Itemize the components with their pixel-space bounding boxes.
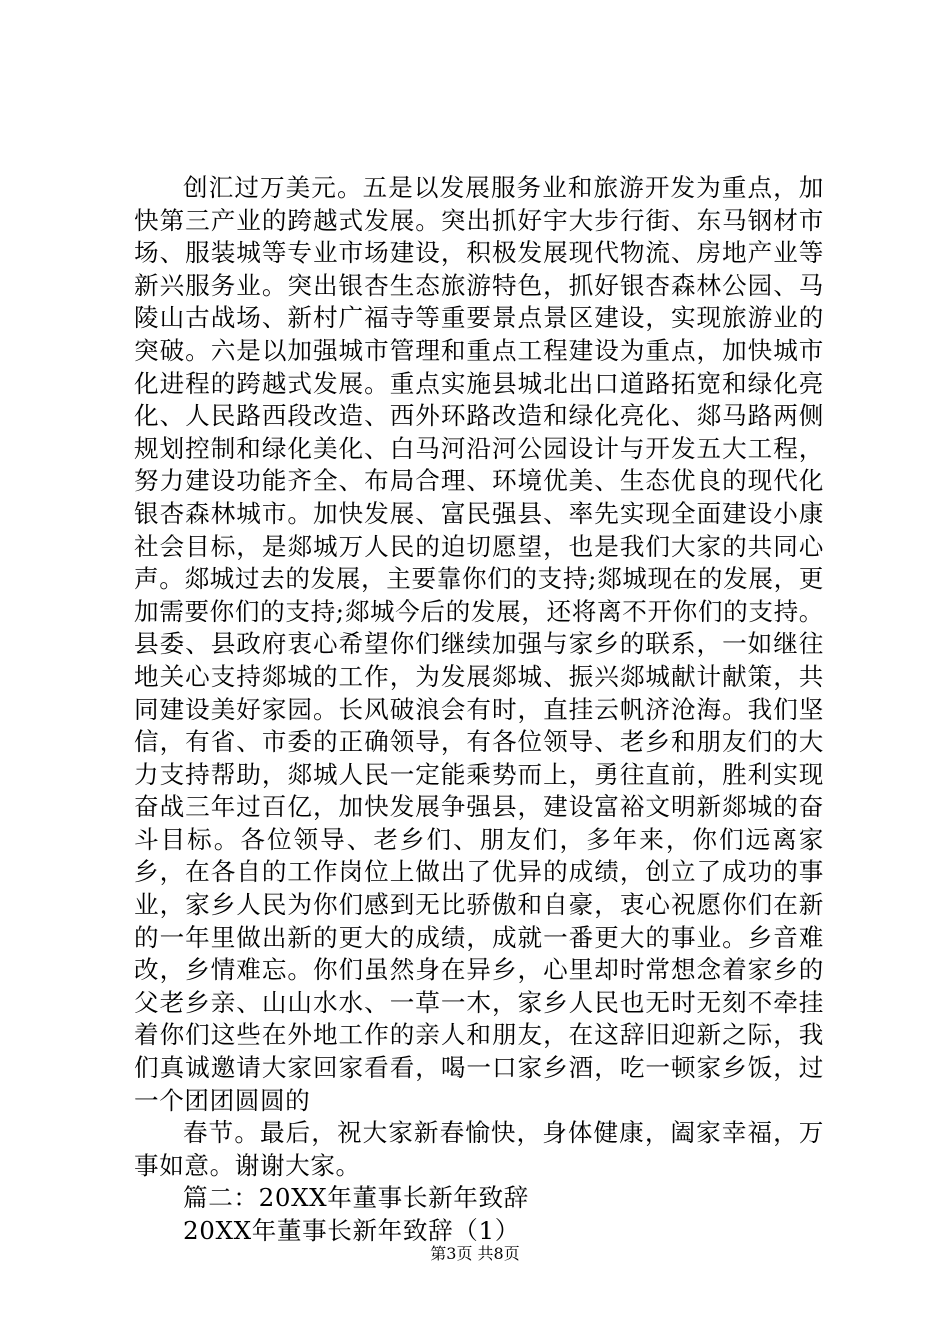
paragraph-1: 创汇过万美元。五是以发展服务业和旅游开发为重点，加快第三产业的跨越式发展。突出抓好宇大步行街、东马钢材市场、服装城等专业市场建设，积极发展现代物流、房地产业等新兴服务业。突出银杏生态旅游特色，抓好银杏森林公园、马陵山古战场、新村广福寺等重要景点景区建设，实现旅游业的突破。六是以加强城市管理和重点工程建设为重点，加快城市化进程的跨越式发展。重点实施县城北出口道路拓宽和绿化亮化、人民路西段改造、西外环路改造和绿化亮化、郯马路两侧规划控制和绿化美化、白马河沿河公园设计与开发五大工程，努力建设功能齐全、布局合理、环境优美、生态优良的现代化银杏森林城市。加快发展、富民强县、率先实现全面建设小康社会目标，是郯城万人民的迫切愿望，也是我们大家的共同心声。郯城过去的发展，主要靠你们的支持;郯城现在的发展，更加需要你们的支持;郯城今后的发展，还将离不开你们的支持。县委、县政府衷心希望你们继续加强与家乡的联系，一如继往地关心支持郯城的工作，为发展郯城、振兴郯城献计献策，共同建设美好家园。长风破浪会有时，直挂云帆济沧海。我们坚信，有省、市委的正确领导，有各位领导、老乡和朋友们的大力支持帮助，郯城人民一定能乘势而上，勇往直前，胜利实现奋战三年过百亿，加快发展争强县，建设富裕文明新郯城的奋斗目标。各位领导、老乡们、朋友们，多年来，你们远离家乡，在各自的工作岗位上做出了优异的成绩，创立了成功的事业，家乡人民为你们感到无比骄傲和自豪，衷心祝愿你们在新的一年里做出新的更大的成绩，成就一番更大的事业。乡音难改，乡情难忘。你们虽然身在异乡，心里却时常想念着家乡的父老乡亲、山山水水、一草一木，家乡人民也无时无刻不牵挂着你们这些在外地工作的亲人和朋友，在这辞旧迎新之际，我们真诚邀请大家回家看看，喝一口家乡酒，吃一顿家乡饭，过一个团团圆圆的 [134, 173, 824, 1115]
document-body [134, 172, 824, 1248]
section-heading: 篇二：20XX年董事长新年致辞 [183, 1183, 529, 1213]
paragraph-2: 春节。最后，祝大家新春愉快，身体健康，阖家幸福，万事如意。谢谢大家。 [134, 1118, 824, 1180]
page-footer: 第3页 共8页 [430, 1244, 520, 1263]
article-title: 20XX年董事长新年致辞（1） [183, 1216, 520, 1245]
